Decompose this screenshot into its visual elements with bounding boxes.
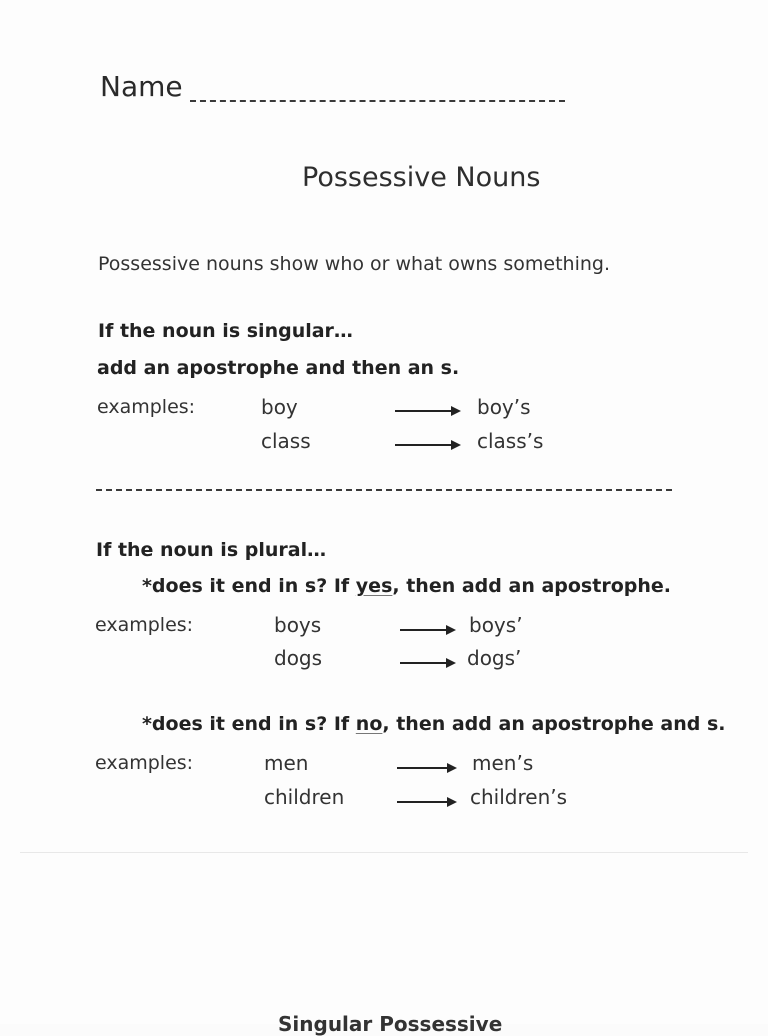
- arrow-right-icon: [397, 762, 457, 774]
- intro-text: Possessive nouns show who or what owns something.: [98, 253, 610, 275]
- arrow-right-icon: [395, 405, 461, 417]
- plural-no-example-from: men: [264, 751, 309, 775]
- plural-no-example-to: children’s: [470, 785, 568, 809]
- plural-yes-rule: [142, 575, 671, 597]
- singular-example-to: boy’s: [477, 395, 531, 419]
- singular-rule: add an apostrophe and then an s.: [97, 357, 460, 379]
- plural-yes-word: yes: [355, 575, 393, 597]
- page-break-rule: [20, 852, 748, 853]
- plural-no-example-from: children: [264, 785, 345, 809]
- page-title: Possessive Nouns: [302, 162, 541, 193]
- name-label: Name: [100, 70, 183, 103]
- next-page-title: Singular Possessive: [278, 1012, 503, 1036]
- plural-no-rule-prefix: *does it end in s? If: [142, 713, 356, 735]
- arrow-right-icon: [400, 624, 456, 636]
- arrow-right-icon: [397, 796, 457, 808]
- plural-yes-example-from: dogs: [274, 646, 323, 670]
- singular-heading: If the noun is singular…: [98, 320, 353, 342]
- plural-no-example-to: men’s: [472, 751, 534, 775]
- plural-no-examples-label: examples:: [95, 752, 194, 774]
- singular-example-from: boy: [261, 395, 298, 419]
- singular-example-from: class: [261, 429, 311, 453]
- arrow-right-icon: [400, 657, 456, 669]
- plural-no-word: no: [355, 713, 383, 735]
- plural-yes-example-to: dogs’: [467, 646, 522, 670]
- singular-examples-label: examples:: [97, 396, 196, 418]
- plural-yes-example-from: boys: [274, 613, 322, 637]
- plural-no-rule: [142, 713, 725, 735]
- plural-yes-rule-prefix: *does it end in s? If: [142, 575, 356, 597]
- name-write-line: [190, 100, 565, 102]
- section-divider: [96, 489, 672, 491]
- plural-yes-rule-suffix: , then add an apostrophe.: [392, 575, 671, 597]
- plural-yes-example-to: boys’: [469, 613, 523, 637]
- singular-example-to: class’s: [477, 429, 544, 453]
- plural-no-rule-suffix: , then add an apostrophe and s.: [382, 713, 726, 735]
- arrow-right-icon: [395, 439, 461, 451]
- plural-heading: If the noun is plural…: [96, 539, 327, 561]
- plural-yes-examples-label: examples:: [95, 614, 194, 636]
